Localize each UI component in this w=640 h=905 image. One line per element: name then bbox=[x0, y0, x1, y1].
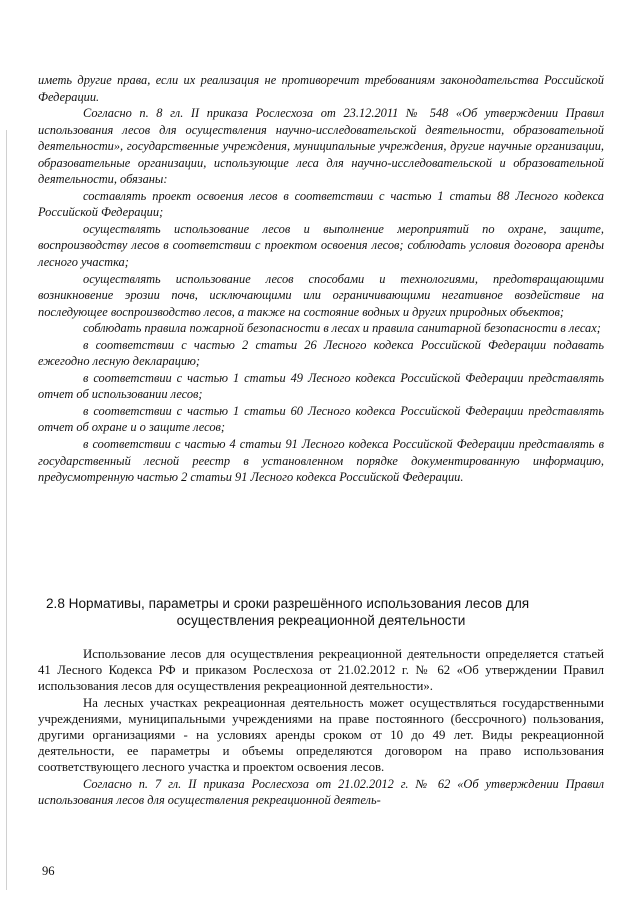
scan-edge-line bbox=[6, 130, 7, 890]
obligations-section bbox=[38, 72, 604, 486]
recreation-section bbox=[38, 646, 604, 809]
obligation-item: в соответствии с частью 2 статьи 26 Лесного кодекса Российской Федерации подавать ежегодно лесную декларацию; bbox=[38, 337, 604, 369]
section-heading-line-2: осуществления рекреационной деятельности bbox=[176, 613, 466, 628]
paragraph-recreation-participants: На лесных участках рекреационная деятельность может осуществляться государственными учреждениями, муниципальными учреждениями на праве постоянного (бессрочного) пользования, другими организациями - на условиях аренды сроком от 10 до 49 лет. Виды рекреационной деятельности, ее параметры и объемы определяются договором на право использования соответствующего лесного участка и проектом освоения лесов. bbox=[38, 695, 604, 775]
obligation-item: в соответствии с частью 1 статьи 49 Лесного кодекса Российской Федерации представлять отчет об использовании лесов; bbox=[38, 370, 604, 402]
section-heading-line-1: 2.8 Нормативы, параметры и сроки разрешённого использования лесов для bbox=[46, 596, 530, 611]
paragraph-order-62: Согласно п. 7 гл. II приказа Рослесхоза от 21.02.2012 г. № 62 «Об утверждении Правил использования лесов для осуществления рекреационной деятель- bbox=[38, 776, 604, 808]
paragraph-continuation: иметь другие права, если их реализация не противоречит требованиям законодательства Российской Федерации. bbox=[38, 73, 604, 104]
obligation-item: в соответствии с частью 4 статьи 91 Лесного кодекса Российской Федерации представлять в государственный лесной реестр в установленном порядке документированную информацию, предусмотренную частью 2 статьи 91 Лесного кодекса Российской Федерации. bbox=[38, 437, 604, 485]
paragraph-order-548: Согласно п. 8 гл. II приказа Рослесхоза от 23.12.2011 № 548 «Об утверждении Правил использования лесов для осуществления научно-исследовательской деятельности, образовательной деятельности», государственные учреждения, муниципальные учреждения, другие научные организации, образовательные организации, использующие леса для научно-исследовательской и образовательной деятельности, обязаны: bbox=[38, 106, 604, 187]
obligation-item: осуществлять использование лесов способами и технологиями, предотвращающими возникновение эрозии почв, исключающими или ограничивающими негативное воздействие на последующее воспроизводство лесов, а также на состояние водных и других природных объектов; bbox=[38, 271, 604, 319]
section-heading bbox=[38, 595, 604, 629]
page-number: 96 bbox=[42, 864, 55, 878]
obligation-item: соблюдать правила пожарной безопасности в лесах и правила санитарной безопасности в лесах; bbox=[83, 321, 601, 336]
obligation-item: осуществлять использование лесов и выполнение мероприятий по охране, защите, воспроизводству лесов в соответствии с проектом освоения лесов; соблюдать условия договора аренды лесного участка; bbox=[38, 221, 604, 270]
obligation-item: в соответствии с частью 1 статьи 60 Лесного кодекса Российской Федерации представлять отчет об охране и о защите лесов; bbox=[38, 403, 604, 435]
paragraph-recreation-law: Использование лесов для осуществления рекреационной деятельности определяется статьей 41 Лесного Кодекса РФ и приказом Рослесхоза от 21.02.2012 г. № 62 «Об утверждении Правил использования лесов для осуществления рекреационной деятельности». bbox=[38, 647, 604, 694]
obligation-item: составлять проект освоения лесов в соответствии с частью 1 статьи 88 Лесного кодекса Российской Федерации; bbox=[38, 188, 604, 220]
